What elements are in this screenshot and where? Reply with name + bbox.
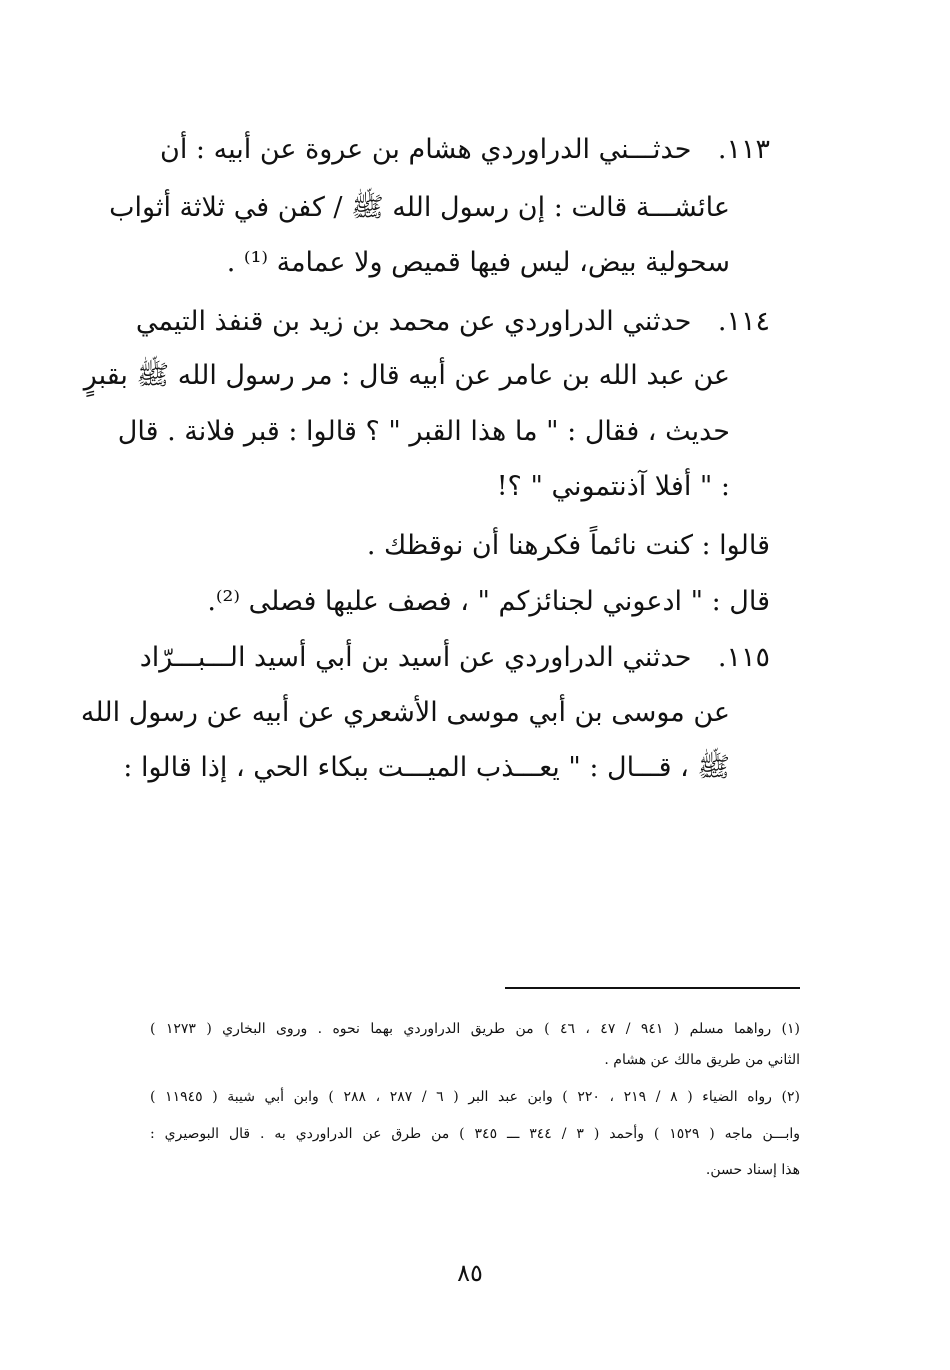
hadith-114-continuation-1: قالوا : كنت نائماً فكرهنا أن نوقظك .	[366, 530, 770, 561]
hadith-text: حدثـــني الدراوردي هشام بن عروة عن أبيه : أن	[160, 134, 692, 165]
footnote-2-line-2: وابـــن ماجه ( ١٥٢٩ ) وأحمد ( ٣ / ٣٤٤ ـــ ٣٤٥ ) من طرق عن الدراوردي به . قال البوصيري :	[150, 1126, 800, 1142]
hadith-114-continuation-2: قال : " ادعوني لجنائزكم " ، فصف عليها فصلى ⁽²⁾.	[207, 586, 770, 617]
footnote-2-line-1: (٢) رواه الضياء ( ٨ / ٢١٩ ، ٢٢٠ ) وابن عبد البر ( ٦ / ٢٨٧ ، ٢٨٨ ) وابن أبي شيبة ( ١١٩٤٥ )	[150, 1089, 800, 1105]
hadith-113-line-3: سحولية بيض، ليس فيها قميص ولا عمامة ⁽¹⁾ .	[226, 247, 730, 278]
footnote-2-line-3: هذا إسناد حسن.	[705, 1162, 800, 1178]
hadith-114-line-4: : " أفلا آذنتموني " ؟!	[496, 471, 730, 502]
hadith-114-line-1	[135, 302, 770, 342]
hadith-115-line-2: عن موسى بن أبي موسى الأشعري عن أبيه عن رسول الله	[80, 697, 730, 728]
hadith-number-113: ١١٣.	[717, 134, 770, 165]
footnote-separator	[505, 987, 800, 989]
footnote-1-line-2: الثاني من طريق مالك عن هشام .	[604, 1052, 800, 1068]
hadith-114-line-3: حديث ، فقال : " ما هذا القبر " ؟ قالوا : قبر فلانة . قال	[117, 416, 730, 447]
hadith-115-line-1	[139, 638, 770, 678]
hadith-number-115: ١١٥.	[717, 642, 770, 673]
hadith-113-line-2: عائشـــة قالت : إن رسول الله ﷺ / كفن في ثلاثة أثواب	[109, 192, 730, 223]
hadith-113-line-1	[160, 130, 770, 170]
footnote-1-line-1: (١) رواهما مسلم ( ٩٤١ / ٤٧ ، ٤٦ ) من طريق الدراوردي بهما نحوه . وروى البخاري ( ١٢٧٣ )	[150, 1021, 800, 1037]
page-number: ٨٥	[457, 1259, 483, 1287]
hadith-115-line-3: ﷺ ، قـــال : " يعـــذب الميـــت ببكاء الحي ، إذا قالوا :	[123, 752, 730, 783]
hadith-text: حدثني الدراوردي عن أسيد بن أبي أسيد الـــبـــرّاد	[139, 642, 692, 673]
hadith-text: حدثني الدراوردي عن محمد بن زيد بن قنفذ التيمي	[135, 306, 692, 337]
hadith-number-114: ١١٤.	[717, 306, 770, 337]
hadith-114-line-2: عن عبد الله بن عامر عن أبيه قال : مر رسول الله ﷺ بقبرٍ	[83, 360, 730, 391]
